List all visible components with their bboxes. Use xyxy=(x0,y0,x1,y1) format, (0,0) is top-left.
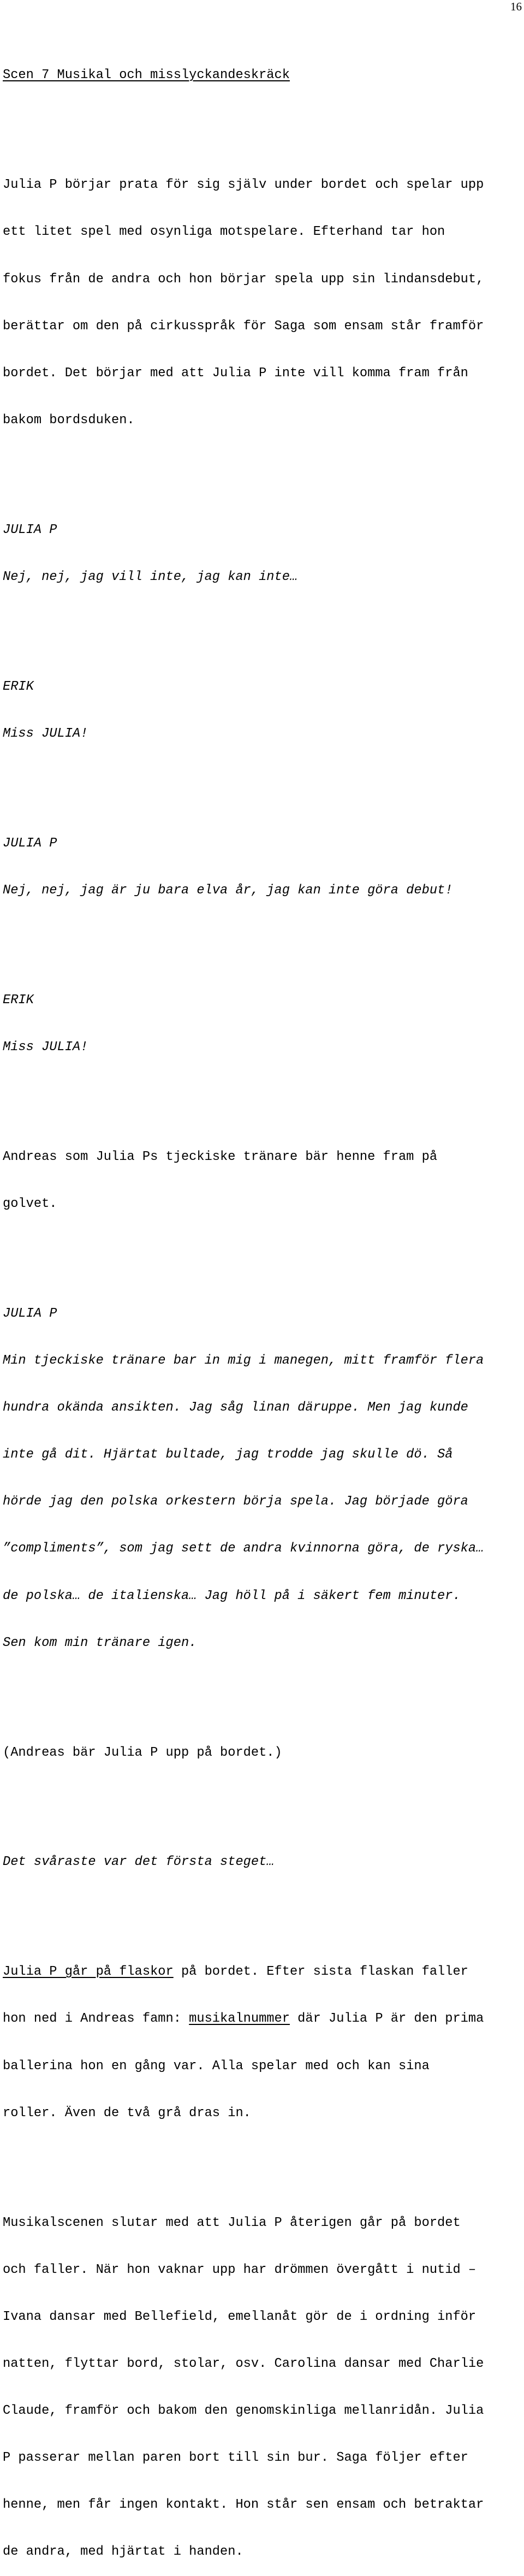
dialogue-line: Miss JULIA! xyxy=(3,1039,88,1055)
stage-direction-line xyxy=(3,1964,521,1980)
stage-direction-line: (Andreas bär Julia P upp på bordet.) xyxy=(3,1745,282,1760)
stage-direction-line: bordet. Det börjar med att Julia P inte vill komma fram från xyxy=(3,365,468,381)
stage-direction-line: golvet. xyxy=(3,1196,57,1211)
dialogue-line: inte gå dit. Hjärtat bultade, jag trodde jag skulle dö. Så xyxy=(3,1447,453,1462)
direction-text: på bordet. Efter sista flaskan faller xyxy=(173,1964,468,1980)
stage-direction-line: och faller. När hon vaknar upp har drömmen övergått i nutid – xyxy=(3,2262,477,2277)
scene-title: Scen 7 Musikal och misslyckandeskräck xyxy=(3,68,290,83)
manuscript-body xyxy=(3,37,521,2576)
stage-direction-line: berättar om den på cirkusspråk för Saga som ensam står framför xyxy=(3,318,484,334)
direction-text: där Julia P är den prima xyxy=(289,2011,484,2027)
page-number: 16 xyxy=(510,0,522,13)
speaker-name: JULIA P xyxy=(3,836,57,851)
dialogue-line: ”compliments”, som jag sett de andra kvinnorna göra, de ryska… xyxy=(3,1541,484,1556)
speaker-name: JULIA P xyxy=(3,1306,57,1321)
stage-direction-line: bakom bordsduken. xyxy=(3,412,135,428)
stage-direction-line: natten, flyttar bord, stolar, osv. Carolina dansar med Charlie xyxy=(3,2356,484,2371)
stage-direction-line: Andreas som Julia Ps tjeckiske tränare bär henne fram på xyxy=(3,1149,438,1164)
stage-direction-line: Claude, framför och bakom den genomskinliga mellanridån. Julia xyxy=(3,2403,484,2418)
stage-direction-line xyxy=(3,2011,521,2027)
stage-direction-line: henne, men får ingen kontakt. Hon står sen ensam och betraktar xyxy=(3,2497,484,2513)
stage-direction-line: de andra, med hjärtat i handen. xyxy=(3,2544,243,2560)
stage-direction-line: fokus från de andra och hon börjar spela upp sin lindansdebut, xyxy=(3,271,484,287)
speaker-name: ERIK xyxy=(3,679,34,694)
dialogue-line: Sen kom min tränare igen. xyxy=(3,1635,197,1650)
direction-text: hon ned i Andreas famn: xyxy=(3,2011,189,2027)
stage-direction-line: roller. Även de två grå dras in. xyxy=(3,2105,251,2121)
stage-direction-line: ballerina hon en gång var. Alla spelar med och kan sina xyxy=(3,2058,430,2074)
dialogue-line: Nej, nej, jag är ju bara elva år, jag kan inte göra debut! xyxy=(3,883,453,898)
dialogue-line: Nej, nej, jag vill inte, jag kan inte… xyxy=(3,569,298,584)
underlined-phrase: musikalnummer xyxy=(189,2011,290,2027)
underlined-phrase: Julia P går på flaskor xyxy=(3,1964,174,1980)
dialogue-line: Miss JULIA! xyxy=(3,726,88,741)
dialogue-line: hundra okända ansikten. Jag såg linan däruppe. Men jag kunde xyxy=(3,1400,468,1416)
stage-direction-line: Julia P börjar prata för sig själv under bordet och spelar upp xyxy=(3,177,484,193)
stage-direction-line: ett litet spel med osynliga motspelare. Efterhand tar hon xyxy=(3,224,445,240)
dialogue-line: de polska… de italienska… Jag höll på i säkert fem minuter. xyxy=(3,1588,461,1603)
dialogue-line: hörde jag den polska orkestern börja spela. Jag började göra xyxy=(3,1494,468,1509)
stage-direction-line: Musikalscenen slutar med att Julia P återigen går på bordet xyxy=(3,2215,461,2230)
stage-direction-line: P passerar mellan paren bort till sin bur. Saga följer efter xyxy=(3,2450,468,2466)
speaker-name: ERIK xyxy=(3,992,34,1008)
stage-direction-line: Ivana dansar med Bellefield, emellanåt gör de i ordning inför xyxy=(3,2309,477,2324)
dialogue-line: Min tjeckiske tränare bar in mig i manegen, mitt framför flera xyxy=(3,1353,484,1368)
dialogue-line: Det svåraste var det första steget… xyxy=(3,1855,275,1870)
speaker-name: JULIA P xyxy=(3,522,57,537)
